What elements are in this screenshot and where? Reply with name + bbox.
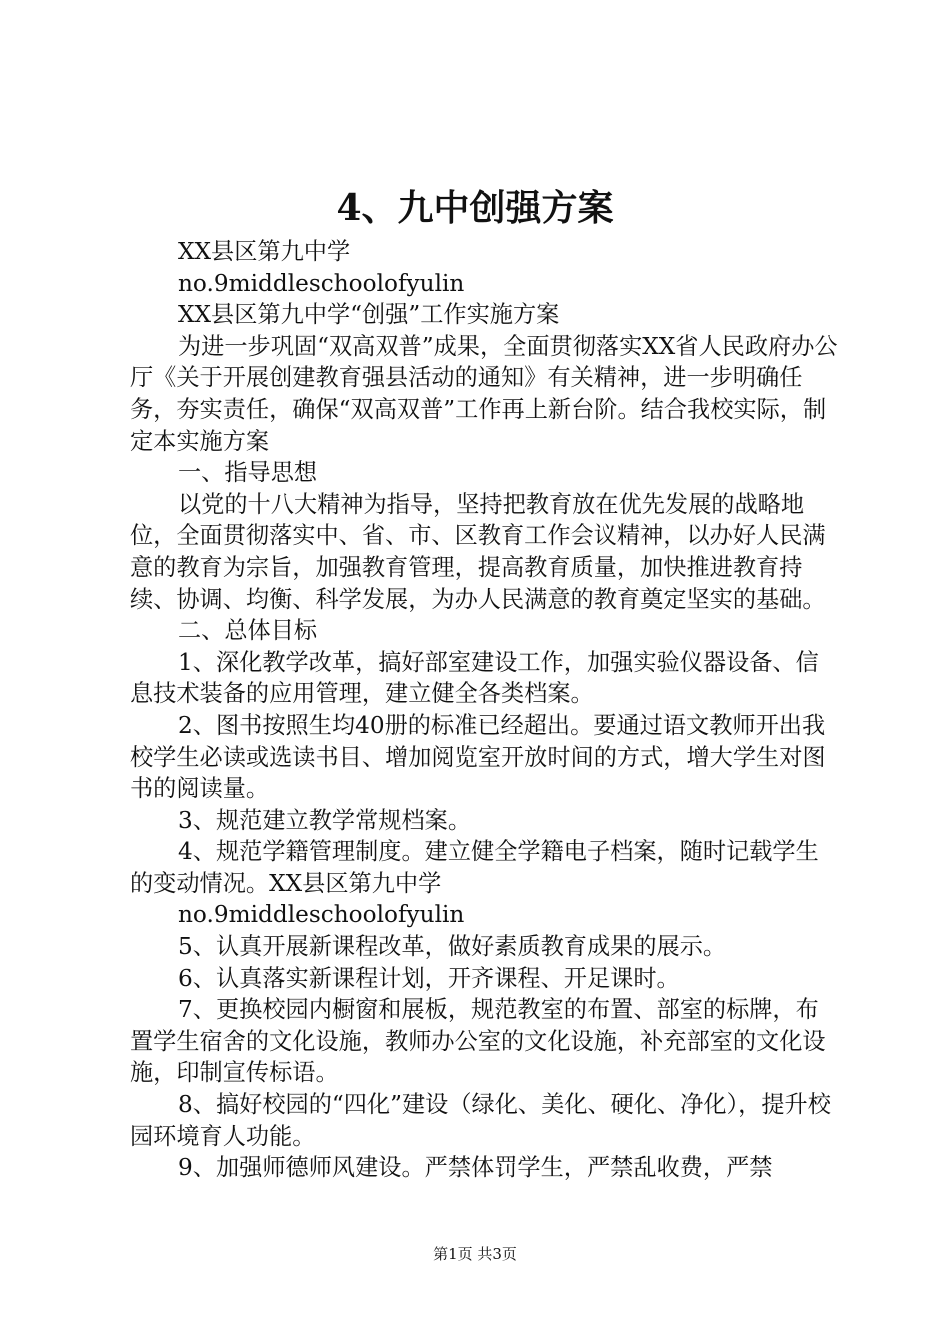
section-heading-overall-goals: 二、总体目标 [178, 617, 318, 645]
paragraph-guiding-ideology: 以党的十八大精神为指导，坚持把教育放在优先发展的战略地位，全面贯彻落实中、省、市、区教育工作会议精神，以办好人民满意的教育为宗旨，加强教育管理，提高教育质量，加快推进教育持续、协调、均衡、科学发展，为办人民满意的教育奠定坚实的基础。 [130, 490, 826, 613]
document-title: 4、九中创强方案 [336, 187, 614, 229]
paragraph-school-english: no.9middleschoolofyulin [178, 269, 465, 297]
goal-item-5: 5、认真开展新课程改革，做好素质教育成果的展示。 [178, 933, 727, 961]
goal-item-1: 1、深化教学改革，搞好部室建设工作，加强实验仪器设备、信息技术装备的应用管理，建立健全各类档案。 [130, 648, 819, 708]
goal-item-6: 6、认真落实新课程计划，开齐课程、开足课时。 [178, 964, 680, 992]
goal-item-2: 2、图书按照生均40册的标准已经超出。要通过语文教师开出我校学生必读或选读书目、增加阅览室开放时间的方式，增大学生对图书的阅读量。 [130, 711, 826, 803]
goal-item-3: 3、规范建立教学常规档案。 [178, 806, 472, 834]
paragraph-school-english-repeat: no.9middleschoolofyulin [178, 901, 465, 929]
paragraph-plan-title: XX县区第九中学“创强”工作实施方案 [178, 301, 560, 329]
goal-item-7: 7、更换校园内橱窗和展板，规范教室的布置、部室的标牌，布置学生宿舍的文化设施，教师办公室的文化设施，补充部室的文化设施，印制宣传标语。 [130, 996, 826, 1087]
paragraph-school-name: XX县区第九中学 [178, 238, 351, 265]
document-body [130, 236, 840, 1184]
section-heading-guiding-ideology: 一、指导思想 [178, 459, 318, 487]
page-footer: 第1页 共3页 [433, 1245, 517, 1263]
goal-item-8: 8、搞好校园的“四化”建设（绿化、美化、硬化、净化），提升校园环境育人功能。 [130, 1091, 831, 1150]
goal-item-4: 4、规范学籍管理制度。建立健全学籍电子档案，随时记载学生的变动情况。XX县区第九中学 [130, 838, 819, 897]
goal-item-9: 9、加强师德师风建设。严禁体罚学生，严禁乱收费，严禁 [178, 1154, 773, 1182]
paragraph-intro: 为进一步巩固“双高双普”成果，全面贯彻落实XX省人民政府办公厅《关于开展创建教育强县活动的通知》有关精神，进一步明确任务，夯实责任，确保“双高双普”工作再上新台阶。结合我校实际，制定本实施方案 [130, 332, 838, 455]
